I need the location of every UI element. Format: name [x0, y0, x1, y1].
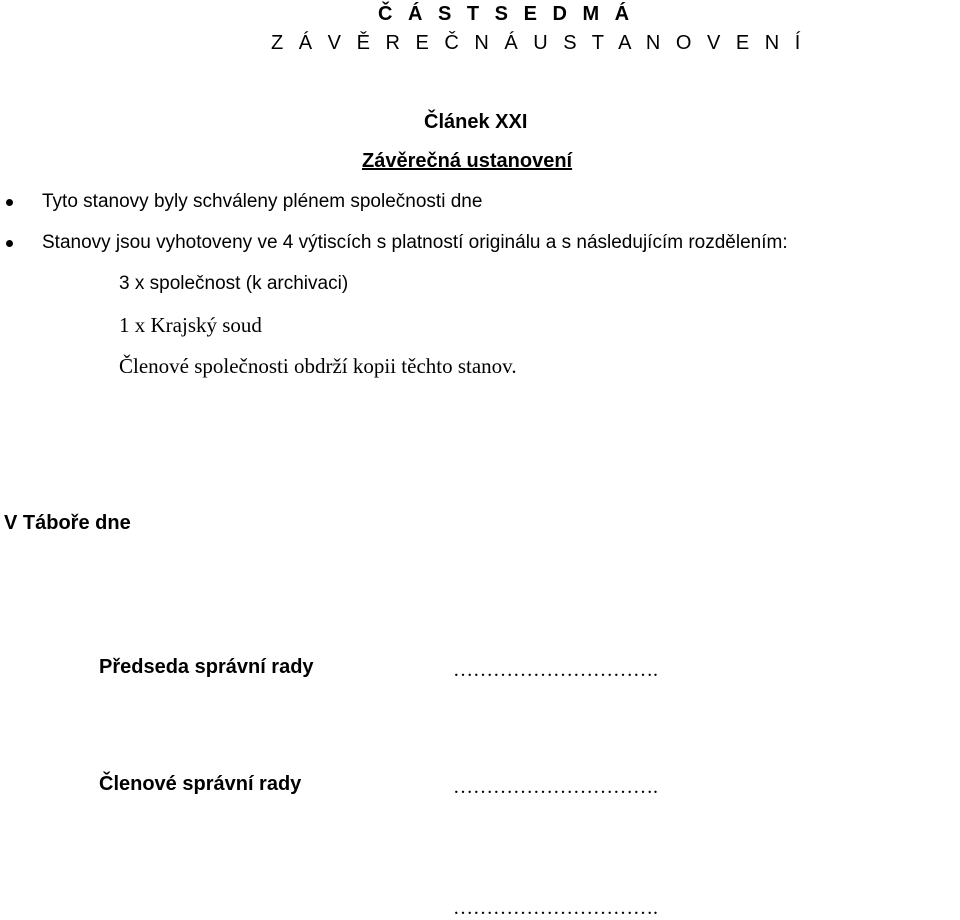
- members-signature-label: Členové správní rady: [99, 773, 302, 795]
- bullet-icon: [6, 240, 13, 247]
- chair-signature-line: ………………………….: [453, 659, 658, 681]
- distribution-court: 1 x Krajský soud: [119, 313, 262, 337]
- distribution-company: 3 x společnost (k archivaci): [119, 273, 349, 294]
- article-heading: Závěrečná ustanovení: [362, 150, 573, 172]
- distribution-members: Členové společnosti obdrží kopii těchto stanov.: [119, 354, 517, 378]
- extra-signature-line: ………………………….: [453, 897, 658, 919]
- bullet-icon: [6, 199, 13, 206]
- article-number: Článek XXI: [424, 111, 528, 133]
- bullet-item-approval: Tyto stanovy byly schváleny plénem společnosti dne: [42, 191, 483, 212]
- part-subtitle: Z Á V Ě R E Č N Á U S T A N O V E N Í: [271, 32, 806, 54]
- members-signature-line: ………………………….: [453, 776, 658, 798]
- chair-signature-label: Předseda správní rady: [99, 656, 314, 678]
- bullet-item-copies: Stanovy jsou vyhotoveny ve 4 výtiscích s platností originálu a s následujícím rozdělením:: [42, 232, 788, 253]
- place-date: V Táboře dne: [4, 512, 131, 534]
- part-title: Č Á S T S E D M Á: [378, 3, 635, 25]
